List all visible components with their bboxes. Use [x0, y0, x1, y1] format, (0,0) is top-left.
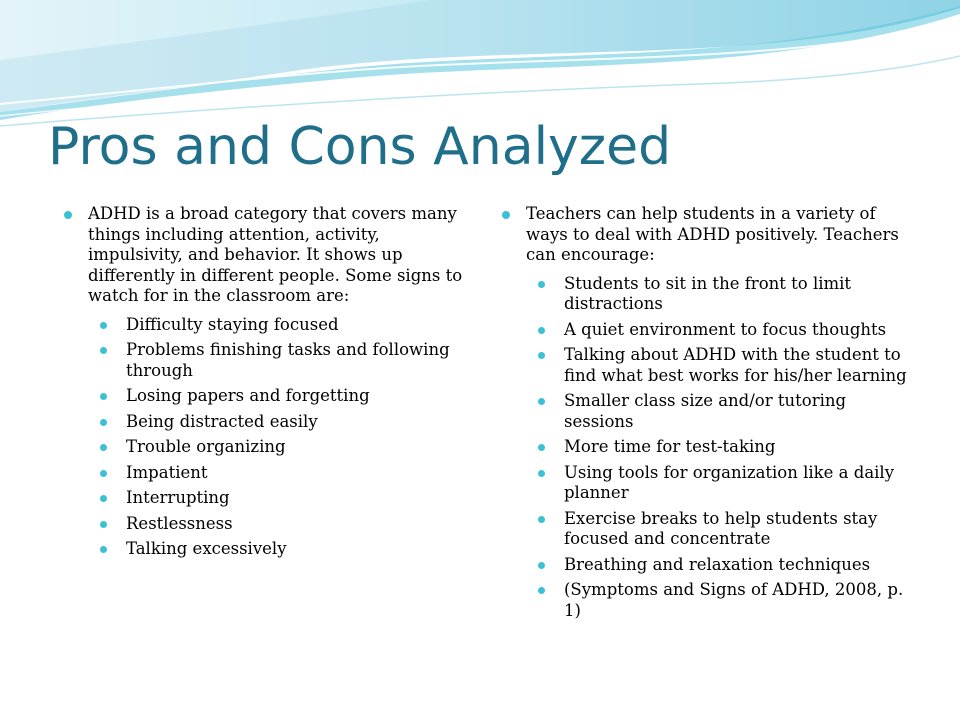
bullet-icon — [100, 322, 107, 329]
bullet-icon — [538, 587, 545, 594]
list-item-text: Students to sit in the front to limit distractions — [564, 273, 852, 313]
right-column — [500, 204, 910, 626]
bullet-icon — [100, 470, 107, 477]
bullet-icon — [538, 444, 545, 451]
bullet-icon — [538, 281, 545, 288]
list-item — [98, 437, 467, 458]
list-item — [98, 386, 467, 407]
list-item-text: Breathing and relaxation techniques — [564, 554, 871, 574]
list-item — [98, 315, 467, 336]
list-item — [98, 488, 467, 509]
bullet-icon — [538, 516, 545, 523]
list-item — [98, 463, 467, 484]
list-item-text: Restlessness — [126, 513, 233, 533]
wave-decoration — [0, 0, 960, 130]
list-item-text: A quiet environment to focus thoughts — [564, 319, 887, 339]
list-item — [98, 412, 467, 433]
list-item — [536, 437, 910, 458]
list-item-text: Exercise breaks to help students stay focused and concentrate — [564, 508, 878, 548]
bullet-icon — [538, 352, 545, 359]
left-column — [62, 204, 467, 565]
bullet-icon — [502, 211, 510, 219]
list-item — [98, 340, 467, 381]
strategies-list — [536, 274, 910, 622]
list-item — [536, 555, 910, 576]
right-intro-text: Teachers can help students in a variety of ways to deal with ADHD positively. Teachers can encourage: — [526, 204, 899, 264]
bullet-icon — [100, 495, 107, 502]
list-item-text: Trouble organizing — [126, 437, 286, 456]
bullet-icon — [100, 347, 107, 354]
bullet-icon — [100, 521, 107, 528]
list-item — [98, 539, 467, 560]
bullet-icon — [538, 470, 545, 477]
slide-title: Pros and Cons Analyzed — [48, 117, 672, 177]
citation-item — [536, 580, 910, 621]
right-intro-bullet — [500, 204, 910, 621]
citation-text: (Symptoms and Signs of ADHD, 2008, p. 1) — [564, 580, 904, 620]
list-item — [98, 514, 467, 535]
list-item — [536, 345, 910, 386]
list-item-text: Problems finishing tasks and following through — [126, 340, 450, 380]
list-item-text: Being distracted easily — [126, 411, 318, 431]
list-item-text: Losing papers and forgetting — [126, 386, 370, 405]
list-item-text: Talking about ADHD with the student to find what best works for his/her learning — [564, 345, 907, 385]
bullet-icon — [100, 393, 107, 400]
list-item-text: Difficulty staying focused — [126, 314, 339, 334]
list-item — [536, 320, 910, 341]
list-item-text: More time for test-taking — [564, 437, 776, 456]
bullet-icon — [100, 444, 107, 451]
list-item-text: Impatient — [126, 462, 208, 482]
list-item-text: Talking excessively — [126, 539, 287, 558]
list-item — [536, 463, 910, 504]
bullet-icon — [100, 419, 107, 426]
list-item-text: Interrupting — [126, 488, 230, 507]
list-item-text: Smaller class size and/or tutoring sessions — [564, 391, 847, 431]
list-item — [536, 274, 910, 315]
bullet-icon — [538, 327, 545, 334]
bullet-icon — [538, 398, 545, 405]
list-item — [536, 509, 910, 550]
left-intro-text: ADHD is a broad category that covers many things including attention, activity, impulsivity, and behavior. It shows up differently in different people. Some signs to watch for in the classroom are: — [88, 204, 463, 305]
signs-list — [98, 315, 467, 560]
list-item — [536, 391, 910, 432]
bullet-icon — [538, 562, 545, 569]
left-intro-bullet — [62, 204, 467, 560]
list-item-text: Using tools for organization like a daily planner — [564, 462, 895, 502]
bullet-icon — [100, 546, 107, 553]
bullet-icon — [64, 211, 72, 219]
